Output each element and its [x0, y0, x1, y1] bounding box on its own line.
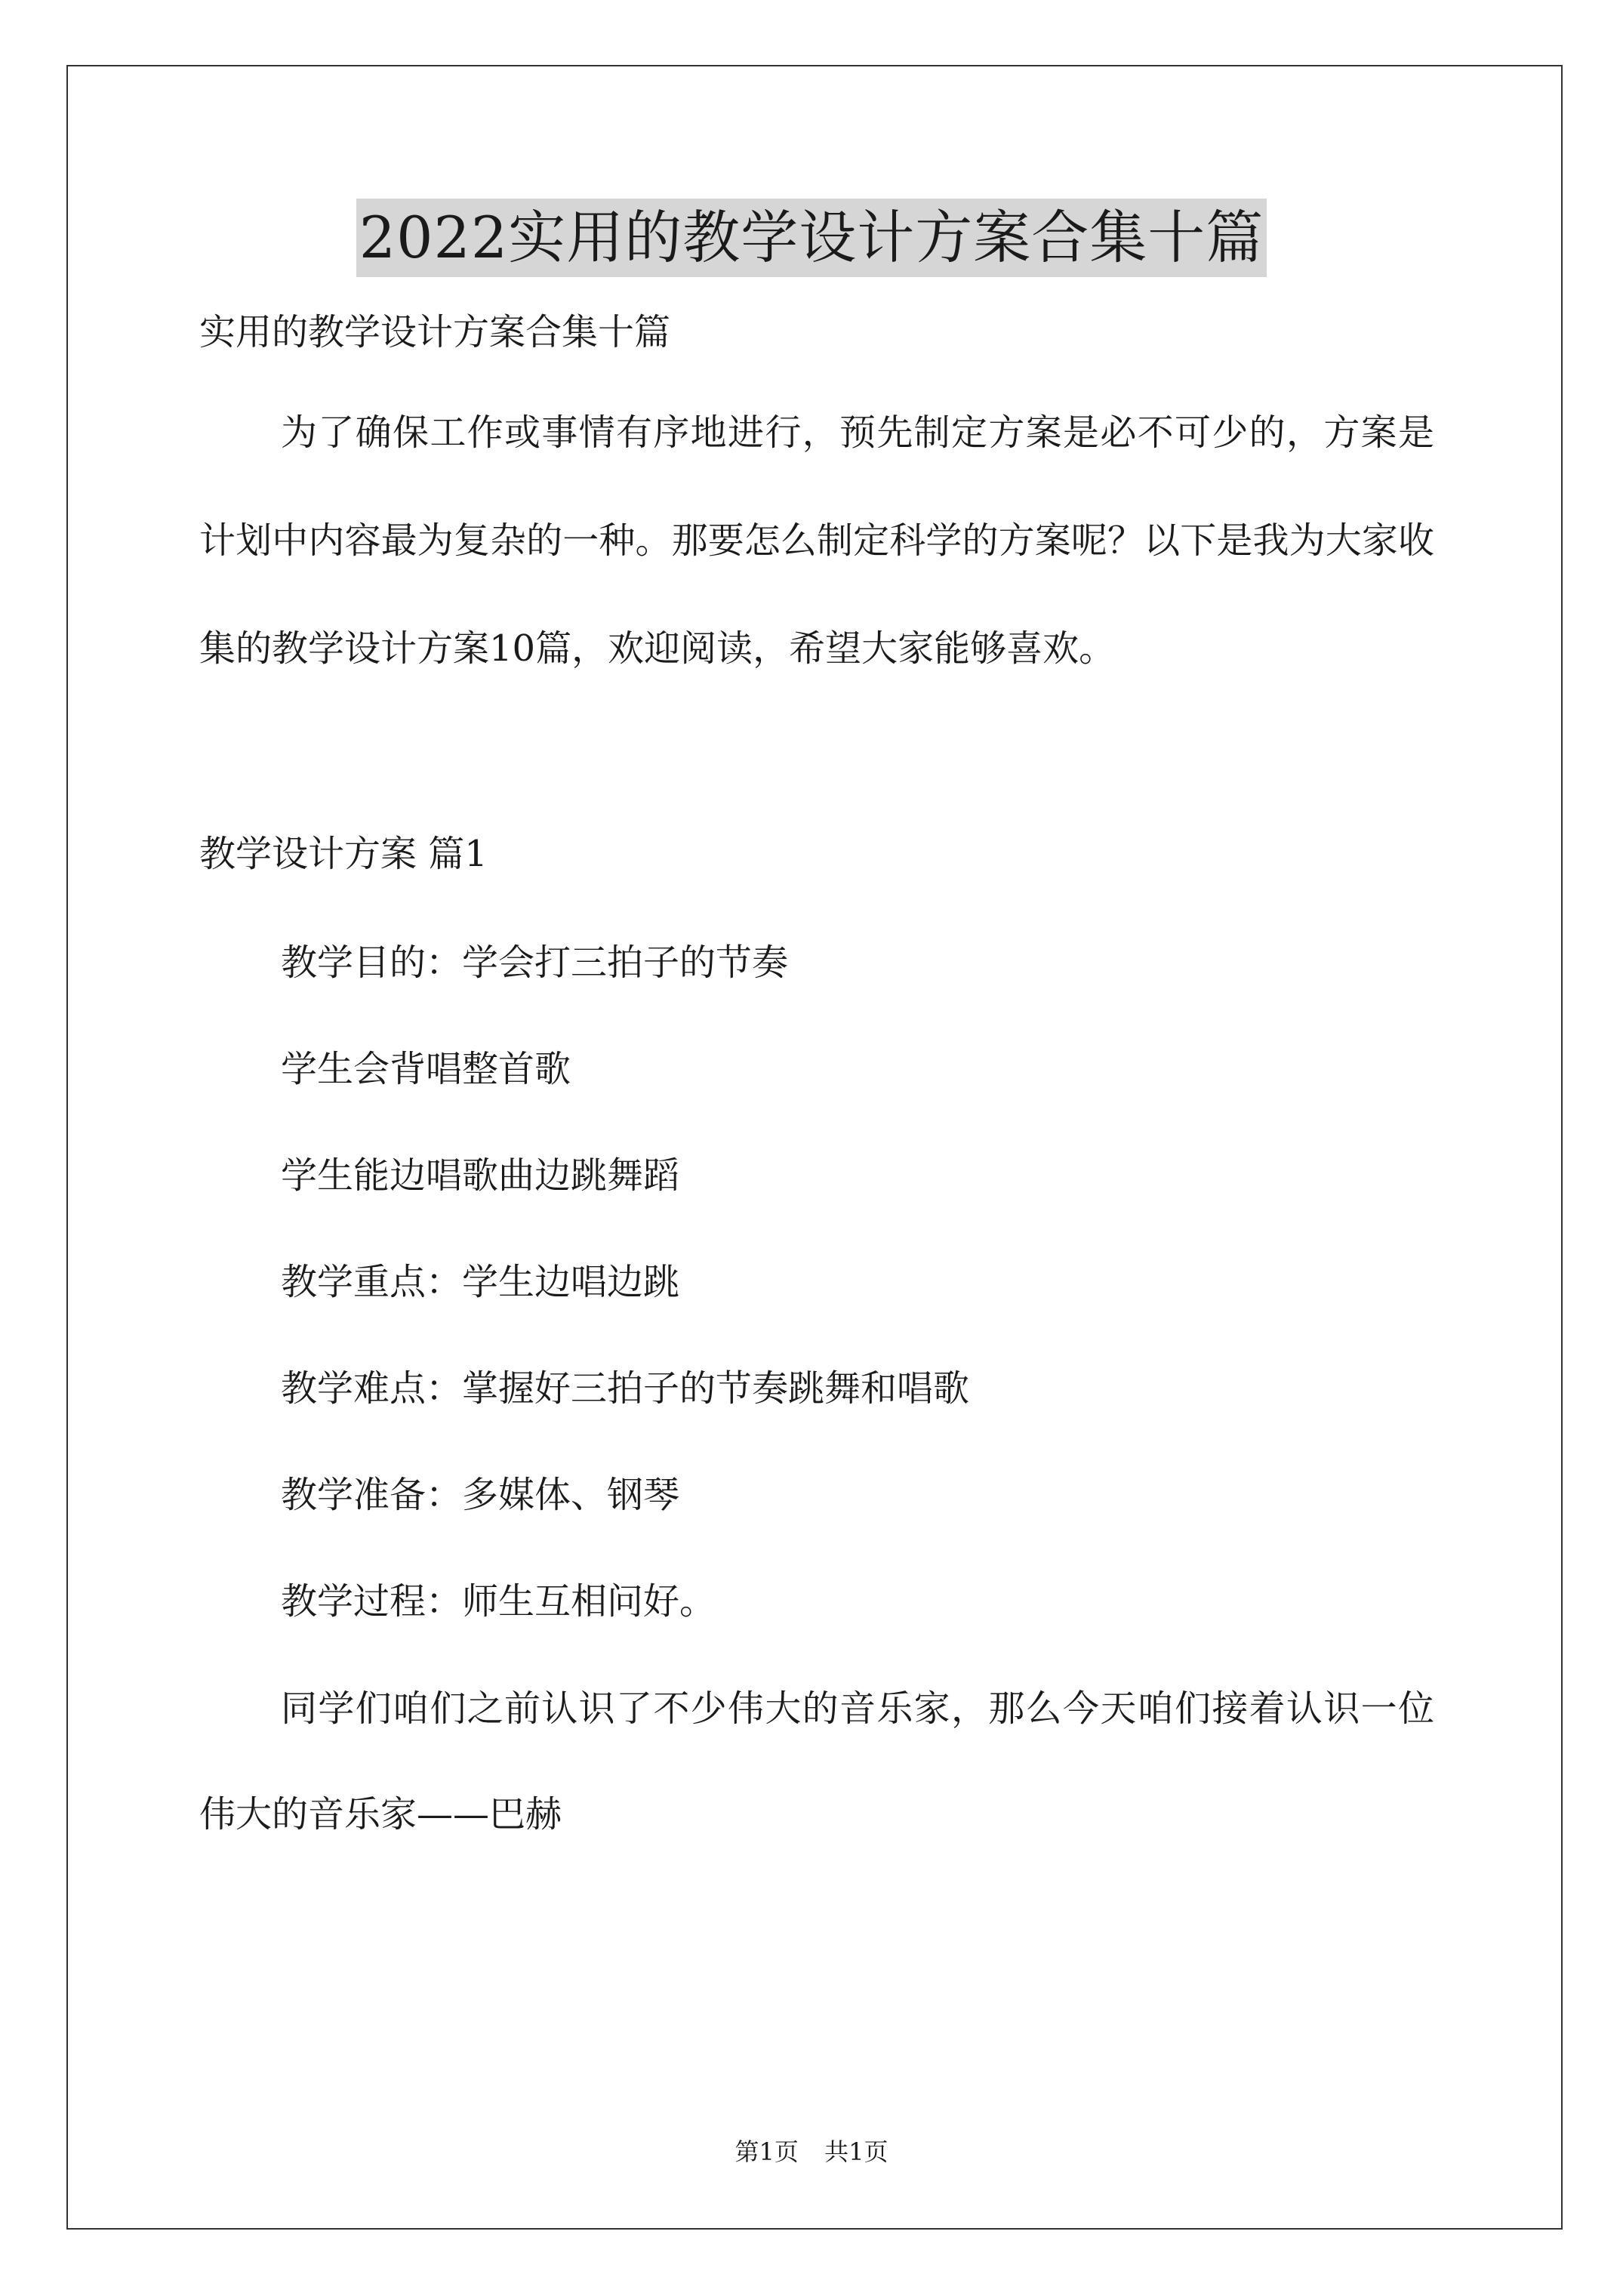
list-item: 学生能边唱歌曲边跳舞蹈: [281, 1154, 680, 1197]
list-item: 学生会背唱整首歌: [281, 1048, 571, 1090]
list-item: 教学目的：学会打三拍子的节奏: [281, 942, 789, 984]
list-item: 教学过程：师生互相问好。: [281, 1580, 716, 1623]
closing-paragraph: 同学们咱们之前认识了不少伟大的音乐家，那么今天咱们接着认识一位伟大的音乐家——巴赫: [199, 1687, 1434, 1835]
document-subtitle: 实用的教学设计方案合集十篇: [199, 311, 671, 353]
list-item: 教学难点：掌握好三拍子的节奏跳舞和唱歌: [281, 1367, 970, 1410]
list-item: 教学准备：多媒体、钢琴: [281, 1474, 680, 1516]
document-title: 2022实用的教学设计方案合集十篇: [356, 199, 1267, 277]
document-body: [199, 308, 1434, 1867]
section-heading: 教学设计方案 篇1: [199, 833, 488, 875]
page-number-total: 共1页: [824, 2137, 888, 2166]
page-number-current: 第1页: [735, 2137, 799, 2166]
title-container: [0, 199, 1623, 277]
page-footer: [0, 2137, 1623, 2167]
list-item: 教学重点：学生边唱边跳: [281, 1261, 680, 1303]
intro-paragraph: 为了确保工作或事情有序地进行，预先制定方案是必不可少的，方案是计划中内容最为复杂的一种。那要怎么制定科学的方案呢？以下是我为大家收集的教学设计方案10篇，欢迎阅读，希望大家能够喜欢。: [199, 411, 1434, 670]
